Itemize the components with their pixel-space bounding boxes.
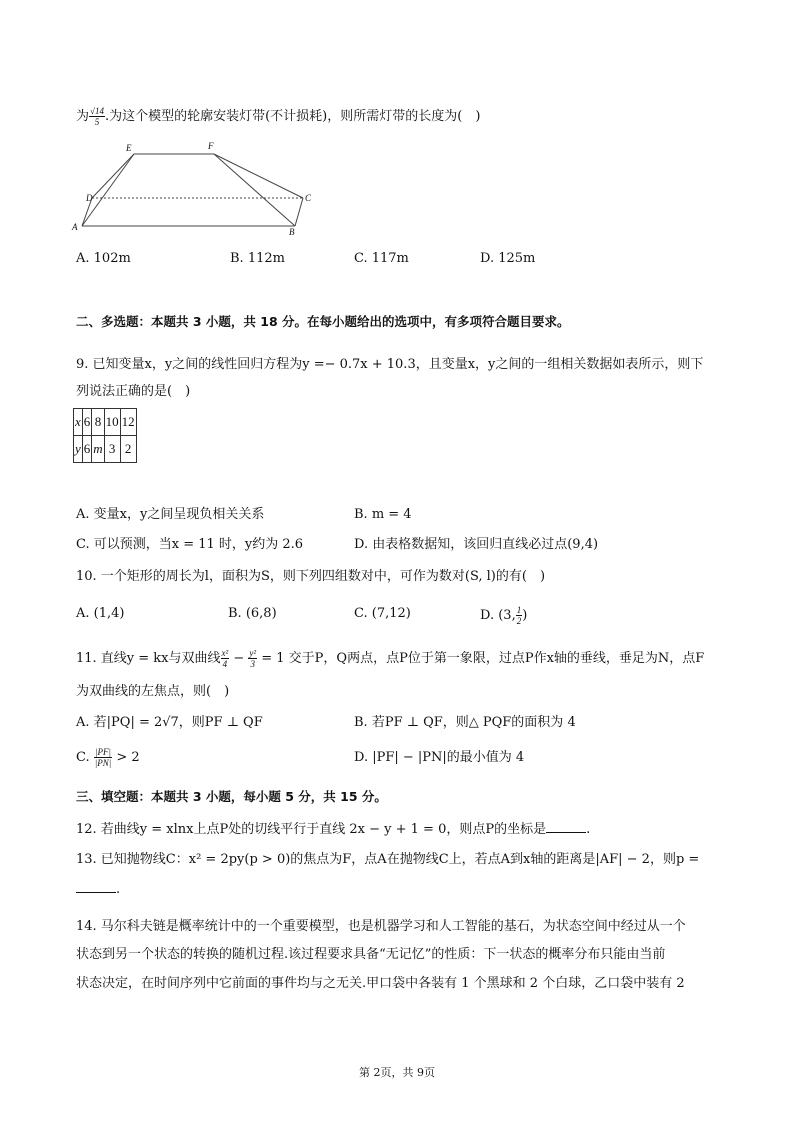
frac-num: 1: [516, 605, 522, 615]
q8-frac-den: 5: [94, 117, 100, 127]
q9-option-d: D. 由表格数据知，该回归直线必过点(9,4): [354, 537, 599, 552]
label-a: A: [72, 222, 78, 232]
table-cell: 3: [104, 436, 120, 463]
q8-option-c: C. 117m: [354, 251, 409, 266]
table-cell: 6: [82, 409, 92, 436]
table-cell: x: [74, 409, 83, 436]
q8-option-d: D. 125m: [480, 251, 536, 266]
q11-minus: −: [229, 651, 249, 666]
q11-option-c-prefix: C.: [76, 750, 94, 765]
q12-text: 12. 若曲线y = xlnx上点P处的切线平行于直线 2x − y + 1 = 0，则点P的坐标是: [76, 822, 547, 837]
q8-option-a: A. 102m: [76, 251, 131, 266]
frac-den: 2: [516, 616, 522, 626]
label-d: D: [86, 193, 93, 203]
q11-option-b: B. 若PF ⊥ QF，则△ PQF的面积为 4: [354, 715, 576, 730]
page-footer: 第 2页，共 9页: [359, 1066, 435, 1079]
table-row-x: [74, 409, 137, 436]
q8-lead-prefix: 为: [76, 109, 90, 124]
trapezoid-figure: [68, 138, 328, 238]
q8-lead-suffix: .为这个模型的轮廓安装灯带(不计损耗)，则所需灯带的长度为( ): [104, 109, 481, 124]
q8-lead: [76, 106, 480, 127]
table-cell: m: [92, 436, 104, 463]
table-cell: 6: [82, 436, 92, 463]
q10-option-d: [480, 605, 527, 626]
q9-line2: 列说法正确的是( ): [76, 384, 191, 399]
table-cell: y: [74, 436, 83, 463]
frac-num: |PF|: [95, 747, 111, 757]
q14-line1: 14. 马尔科夫链是概率统计中的一个重要模型，也是机器学习和人工智能的基石，为状态空间中经过从一个: [76, 919, 686, 934]
table-cell: 12: [120, 409, 136, 436]
q10-stem: 10. 一个矩形的周长为l，面积为S，则下列四组数对中，可作为数对(S, l)的有( ): [76, 569, 546, 584]
label-c: C: [305, 193, 312, 203]
q9-line1: 9. 已知变量x，y之间的线性回归方程为y =− 0.7x + 10.3，且变量x，y之间的一组相关数据如表所示，则下: [76, 357, 704, 372]
frac-num: x²: [221, 648, 229, 658]
q11-line2: 为双曲线的左焦点，则( ): [76, 684, 230, 699]
q11-option-c: [76, 747, 140, 768]
q11-suffix: = 1 交于P，Q两点，点P位于第一象限，过点P作x轴的垂线，垂足为N，点F: [257, 651, 705, 666]
q12-answer-blank[interactable]: [546, 820, 586, 833]
q9-option-c: C. 可以预测，当x = 11 时，y约为 2.6: [76, 537, 304, 552]
q11-option-d: D. |PF| − |PN|的最小值为 4: [354, 750, 525, 765]
table-cell: 10: [104, 409, 120, 436]
q9-data-table: [73, 408, 137, 463]
section3-heading: 三、填空题：本题共 3 小题，每小题 5 分，共 15 分。: [76, 789, 387, 804]
q13-line2: [76, 880, 120, 899]
q9-option-b: B. m = 4: [354, 507, 412, 522]
q10-option-d-suffix: ): [522, 608, 528, 623]
frac-den: |PN|: [94, 758, 112, 768]
q11-frac2: [248, 648, 257, 669]
q10-option-c: C. (7,12): [354, 606, 411, 621]
table-cell: 2: [120, 436, 136, 463]
q13-line1: 13. 已知抛物线C：x² = 2py(p > 0)的焦点为F，点A在抛物线C上，若点A到x轴的距离是|AF| − 2，则p =: [76, 852, 700, 867]
q12-end: .: [586, 822, 591, 837]
q11-prefix: 11. 直线y = kx与双曲线: [76, 651, 221, 666]
q14-line3: 状态决定，在时间序列中它前面的事件均与之无关.甲口袋中各装有 1 个黑球和 2 个白球，乙口袋中装有 2: [76, 976, 685, 991]
q14-line2: 状态到另一个状态的转换的随机过程.该过程要求具备“无记忆”的性质：下一状态的概率分布只能由当前: [76, 947, 666, 962]
q11-line1: [76, 648, 704, 669]
label-f: F: [208, 141, 214, 151]
q11-frac1: [221, 648, 230, 669]
q11-option-c-suffix: > 2: [112, 750, 140, 765]
frac-den: 4: [222, 659, 228, 669]
label-e: E: [126, 143, 132, 153]
q10-option-a: A. (1,4): [76, 606, 125, 621]
q10-option-b: B. (6,8): [228, 606, 277, 621]
q8-option-b: B. 112m: [230, 251, 285, 266]
q11-option-a: A. 若|PQ| = 2√7，则PF ⊥ QF: [76, 715, 263, 730]
label-b: B: [289, 227, 295, 237]
q8-fraction: [89, 106, 105, 127]
q13-end: .: [116, 882, 121, 897]
q12: [76, 820, 590, 839]
q10-option-d-prefix: D. (3,: [480, 608, 516, 623]
table-cell: 8: [92, 409, 104, 436]
frac-den: 3: [250, 659, 255, 669]
q9-option-a: A. 变量x，y之间呈现负相关关系: [76, 507, 265, 522]
q8-frac-num: √14: [90, 106, 104, 116]
q13-answer-blank[interactable]: [76, 880, 116, 893]
table-row-y: [74, 436, 137, 463]
section2-heading: 二、多选题：本题共 3 小题，共 18 分。在每小题给出的选项中，有多项符合题目要求。: [76, 314, 570, 329]
frac-num: y²: [249, 648, 257, 658]
q11-option-c-fraction: [94, 747, 112, 768]
